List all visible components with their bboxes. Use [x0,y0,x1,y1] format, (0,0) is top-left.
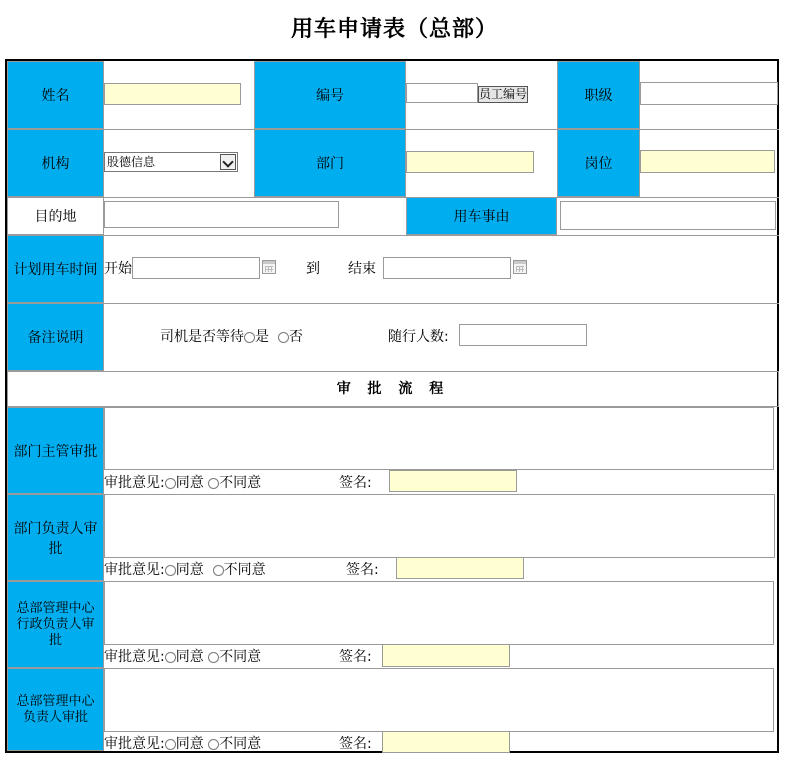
reason-input[interactable] [560,201,776,230]
approval-2-textarea[interactable] [104,494,775,558]
dept-input[interactable] [406,151,534,173]
label-plan-time: 计划用车时间 [7,235,104,303]
approval-1-sign-input[interactable] [389,470,517,492]
radio-disagree[interactable] [208,652,219,663]
approval-4-textarea[interactable] [104,668,774,732]
divider [7,129,779,130]
flow-header: 审 批 流 程 [336,381,450,397]
radio-no[interactable] [278,332,289,343]
sign-label: 签名: [339,475,372,491]
agree-label: 同意 [175,736,204,752]
rank-input[interactable] [640,82,778,105]
radio-agree[interactable] [165,478,176,489]
agree-label: 同意 [175,649,204,665]
start-label: 开始 [104,261,132,277]
employee-number-button[interactable]: 员工编号 [479,87,528,101]
approval-2-sign-input[interactable] [396,557,524,579]
name-input[interactable] [104,83,241,105]
post-input[interactable] [640,150,775,173]
end-time-input[interactable] [383,257,511,279]
disagree-label: 不同意 [223,562,266,578]
sign-label: 签名: [339,736,372,752]
label-remark: 备注说明 [7,303,104,371]
label-approval-3: 总部管理中心行政负责人审批 [7,581,104,668]
calendar-icon[interactable] [513,260,527,274]
divider [7,197,779,198]
label-rank: 职级 [557,61,640,129]
calendar-icon[interactable] [262,260,276,274]
chevron-down-icon[interactable] [220,154,236,170]
driver-wait-label: 司机是否等待 [160,329,244,345]
label-org: 机构 [7,129,104,197]
disagree-label: 不同意 [219,649,262,665]
label-destination: 目的地 [7,197,104,235]
opinion-label: 审批意见: [104,736,165,752]
label-approval-2: 部门负责人审批 [7,494,104,581]
divider [7,371,779,372]
opinion-label: 审批意见: [104,649,165,665]
label-approval-4: 总部管理中心负责人审批 [7,668,104,751]
label-name: 姓名 [7,61,104,129]
companions-input[interactable] [459,324,587,346]
divider [7,303,779,304]
approval-3-textarea[interactable] [104,581,774,645]
agree-label: 同意 [175,475,204,491]
no-label: 否 [288,329,303,345]
label-dept: 部门 [254,129,406,197]
yes-label: 是 [255,329,269,345]
opinion-label: 审批意见: [104,562,165,578]
radio-disagree[interactable] [208,739,219,750]
approval-1-textarea[interactable] [104,407,774,470]
radio-agree[interactable] [165,565,176,576]
end-label: 结束 [348,261,376,277]
org-select-value: 股德信息 [107,155,156,169]
to-label: 到 [306,261,320,277]
org-select[interactable] [104,152,238,172]
approval-2-opinion [104,559,266,579]
approval-4-sign-input[interactable] [382,731,510,753]
label-approval-1: 部门主管审批 [7,407,104,494]
disagree-label: 不同意 [219,736,262,752]
divider [7,235,779,236]
agree-label: 同意 [175,562,204,578]
radio-disagree[interactable] [213,565,224,576]
number-input[interactable] [406,83,478,103]
destination-input[interactable] [104,201,339,228]
approval-3-opinion [104,646,261,666]
disagree-label: 不同意 [219,475,262,491]
radio-yes[interactable] [244,332,255,343]
label-number: 编号 [254,61,406,129]
page-title: 用车申请表（总部） [290,16,498,42]
approval-3-sign-input[interactable] [382,644,510,667]
radio-agree[interactable] [165,739,176,750]
sign-label: 签名: [346,562,379,578]
label-post: 岗位 [557,129,640,197]
radio-disagree[interactable] [208,478,219,489]
companions-label: 随行人数: [388,329,449,345]
start-time-input[interactable] [132,257,260,279]
label-reason: 用车事由 [406,197,557,235]
approval-4-opinion [104,733,261,753]
sign-label: 签名: [339,649,372,665]
driver-wait-group [160,326,303,346]
radio-agree[interactable] [165,652,176,663]
approval-1-opinion [104,472,261,492]
opinion-label: 审批意见: [104,475,165,491]
